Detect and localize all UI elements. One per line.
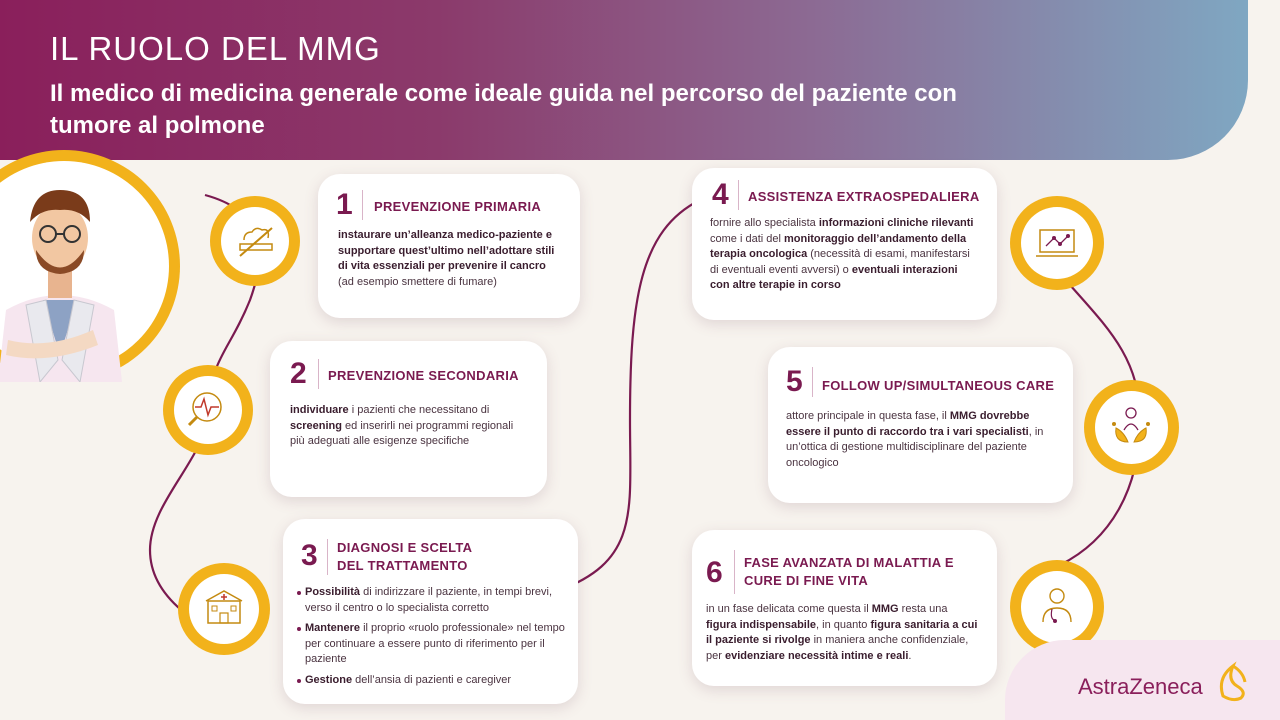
list-item: Possibilità di indirizzare il paziente, in tempi brevi, verso il centro o lo specialista corretto xyxy=(297,585,567,616)
step1-icon-ring xyxy=(210,196,300,286)
step3-list xyxy=(297,585,567,688)
step2-icon-ring xyxy=(163,365,253,455)
step3-bullets xyxy=(297,585,567,693)
magnifier-ecg-icon xyxy=(163,365,253,455)
step5-body: attore principale in questa fase, il MMG dovrebbe essere il punto di raccordo tra i vari specialisti, in un’ottica di gestione multidisciplinare del paziente oncologico xyxy=(786,410,1044,469)
step5-icon-ring xyxy=(1084,380,1179,475)
step2-body: individuare i pazienti che necessitano di screening ed inserirli nei programmi regionali più adeguati alle esigenze specifiche xyxy=(290,404,514,447)
step-number: 3 xyxy=(301,539,318,572)
page-title: IL RUOLO DEL MMG xyxy=(50,30,381,67)
step-title: ASSISTENZA EXTRAOSPEDALIERA xyxy=(748,189,980,204)
monitor-chart-icon xyxy=(1010,196,1104,290)
list-item: Gestione dell’ansia di pazienti e caregiver xyxy=(297,673,567,689)
logo-text: AstraZeneca xyxy=(1078,674,1203,699)
step-title: PREVENZIONE SECONDARIA xyxy=(328,368,519,383)
step5-card xyxy=(768,347,1073,503)
step-title: PREVENZIONE PRIMARIA xyxy=(374,199,542,214)
page-subtitle: Il medico di medicina generale come ideale guida nel percorso del paziente con tumore al polmone xyxy=(50,80,957,139)
step-number: 1 xyxy=(336,188,353,221)
step-number: 4 xyxy=(712,178,729,211)
no-smoking-icon xyxy=(210,196,300,286)
step1-body: instaurare un’alleanza medico-paziente e supportare quest’ultimo nell’adottare stili di vita essenziali per prevenire il cancro (ad esempio smettere di fumare) xyxy=(338,229,555,288)
logo-mark-icon xyxy=(1213,658,1253,702)
step4-icon-ring xyxy=(1010,196,1104,290)
step3-card xyxy=(283,519,578,704)
brand-logo xyxy=(1005,640,1280,720)
step-number: 2 xyxy=(290,357,307,390)
step-title: DIAGNOSI E SCELTA DEL TRATTAMENTO xyxy=(337,540,472,573)
step3-icon-ring xyxy=(178,563,270,655)
step4-card xyxy=(692,168,997,320)
step-title: FOLLOW UP/SIMULTANEOUS CARE xyxy=(822,378,1055,393)
step4-body: fornire allo specialista informazioni cliniche rilevanti come i dati del monitoraggio dell’andamento della terapia oncologica (necessità di esami, manifestarsi di eventuali eventi avversi) o eventuali interazioni con altre terapie in corso xyxy=(710,217,974,291)
step-title: FASE AVANZATA DI MALATTIA E CURE DI FINE VITA xyxy=(744,555,954,588)
step-number: 6 xyxy=(706,556,723,589)
step1-card xyxy=(318,174,580,318)
step6-card xyxy=(692,530,997,686)
hospital-icon xyxy=(178,563,270,655)
care-network-icon xyxy=(1084,380,1179,475)
step6-body: in un fase delicata come questa il MMG resta una figura indispensabile, in quanto figura sanitaria a cui il paziente si rivolge in maniera anche confidenziale, per evidenziare necessità intime e reali. xyxy=(706,603,978,662)
list-item: Mantenere il proprio «ruolo professionale» nel tempo per continuare a essere punto di riferimento per il paziente xyxy=(297,621,567,668)
step-number: 5 xyxy=(786,365,803,398)
step2-card xyxy=(270,341,547,497)
doctor-avatar xyxy=(0,150,180,382)
